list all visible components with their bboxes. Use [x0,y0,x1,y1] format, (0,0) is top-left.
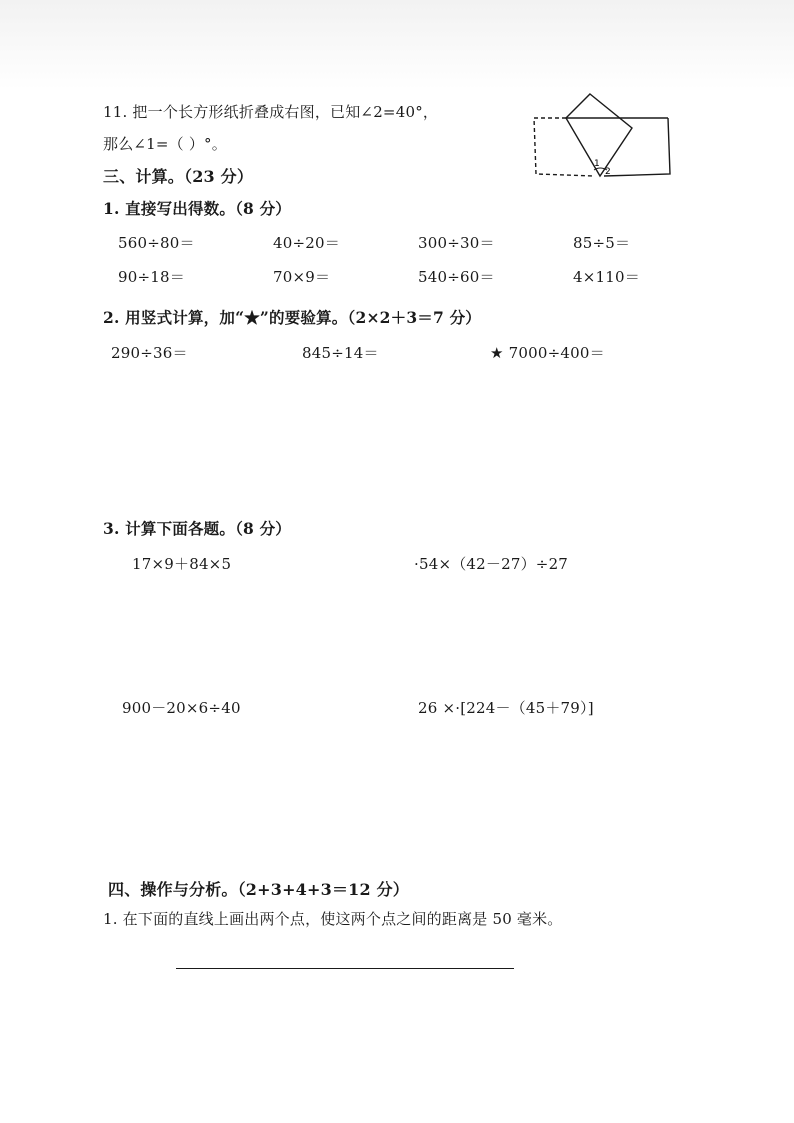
scan-shadow [0,0,794,90]
angle-label-2: 2 [605,167,611,177]
section3-part3-title: 3. 计算下面各题。（8 分） [103,519,292,538]
angle-label-1: 1 [594,159,600,169]
section4-part1-title: 1. 在下面的直线上画出两个点，使这两个点之间的距离是 50 毫米。 [103,910,563,928]
drawing-line [176,968,514,969]
q11-text-line1: 11. 把一个长方形纸折叠成右图，已知∠2=40°， [103,103,439,121]
section3-part2-title: 2. 用竖式计算，加“★”的要验算。（2×2＋3＝7 分） [103,308,481,327]
rect-dashed-part [534,118,594,176]
mixed-calc-1: 17×9＋84×5 [132,555,232,573]
vertical-calc-3-starred: ★ 7000÷400＝ [490,344,605,362]
section3-title: 三、计算。（23 分） [103,167,254,186]
vertical-calc-2: 845÷14＝ [302,344,379,362]
section4-title: 四、操作与分析。（2+3+4+3＝12 分） [108,880,409,899]
section3-part1-title: 1. 直接写出得数。（8 分） [103,199,292,218]
rect-solid-right [604,118,670,176]
vertical-calc-1: 290÷36＝ [111,344,188,362]
oral-calc-5: 90÷18＝ [118,268,185,286]
folded-paper-diagram [528,88,678,180]
mixed-calc-2: ·54×（42－27）÷27 [414,555,569,573]
q11-text-line2: 那么∠1=（ ）°。 [103,135,227,153]
oral-calc-6: 70×9＝ [273,268,331,286]
oral-calc-8: 4×110＝ [573,268,640,286]
oral-calc-1: 560÷80＝ [118,234,195,252]
mixed-calc-3: 900－20×6÷40 [122,699,241,717]
oral-calc-4: 85÷5＝ [573,234,631,252]
oral-calc-3: 300÷30＝ [418,234,495,252]
oral-calc-7: 540÷60＝ [418,268,495,286]
mixed-calc-4: 26 ×·[224－（45＋79）] [418,699,594,717]
oral-calc-2: 40÷20＝ [273,234,340,252]
